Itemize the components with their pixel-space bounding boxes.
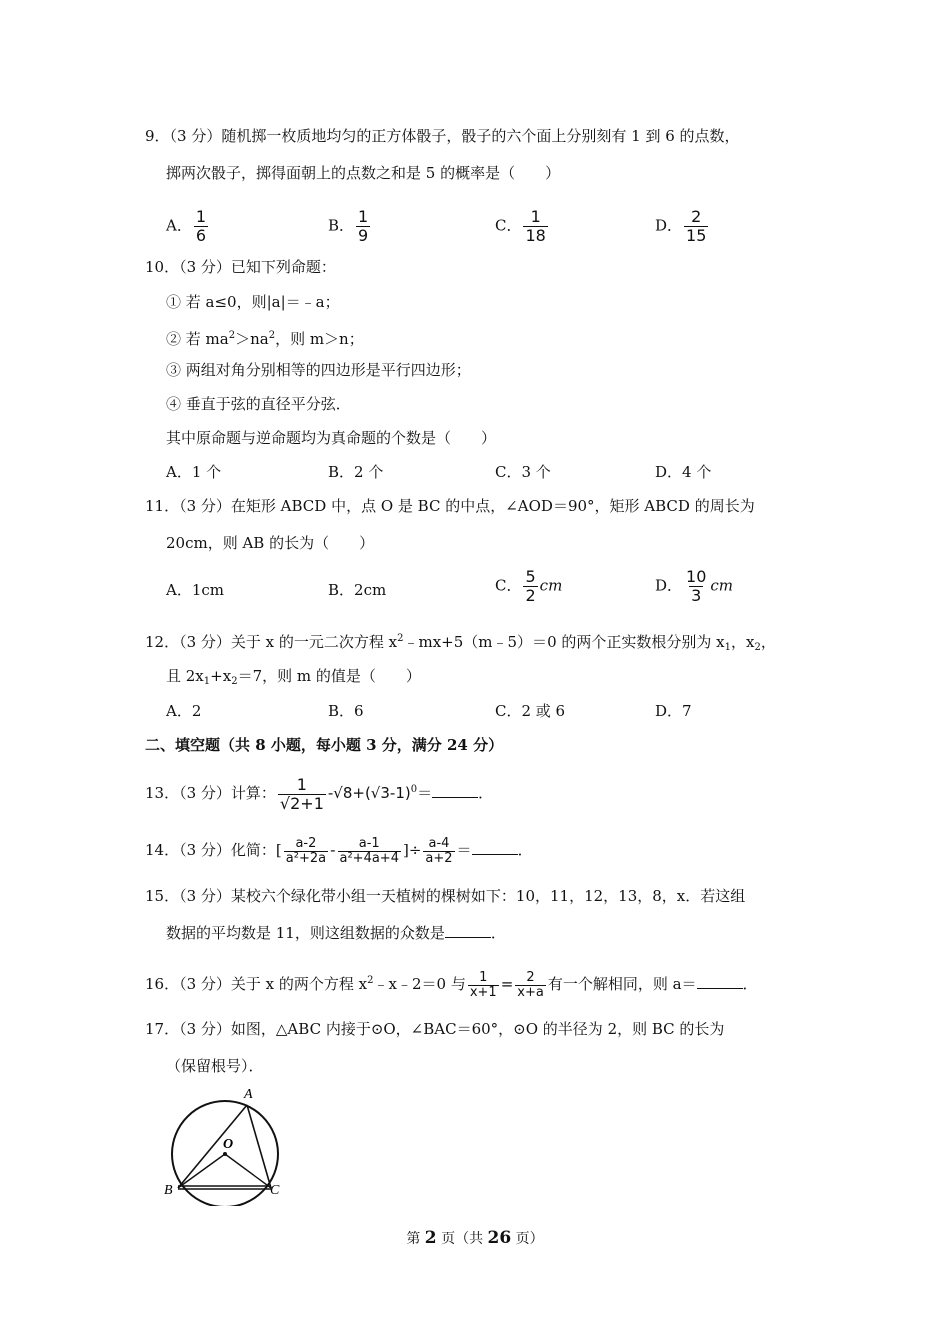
label-o: O	[223, 1137, 234, 1152]
option-label: D．	[655, 216, 683, 235]
label-a: A	[244, 1087, 253, 1102]
fraction: $\frac{a-1}{\text{a²+4a+4}}$	[339, 835, 399, 866]
q12-option-c: C．2 或 6	[495, 702, 566, 720]
answer-blank	[432, 783, 478, 798]
answer-blank	[472, 840, 518, 855]
answer-blank	[445, 923, 491, 938]
q9-stem-line1: 9．（3 分）随机掷一枚质地均匀的正方体骰子，骰子的六个面上分别刻有 1 到 6 的点数，	[145, 127, 740, 145]
q17-stem-line2: （保留根号）．	[166, 1057, 264, 1075]
q15-stem-line2: 数据的平均数是 11，则这组数据的众数是 ．	[166, 924, 506, 942]
q11-option-c: C． $\frac{5}{2}$ cm	[495, 567, 563, 605]
fraction: $\frac{1}{√2+1}$	[279, 774, 324, 813]
fraction: $\frac{1}{6}$	[195, 207, 207, 245]
page-number: 2	[424, 1228, 437, 1248]
q14-stem: 14．（3 分）化简：[ $\frac{a-2}{\text{a²+2a}}$ - $\frac{a-1}{\text{a²+4a+4}}$ ]÷ $\frac{a-4}{a+2}$ ＝ ．	[145, 835, 533, 866]
answer-blank	[697, 974, 743, 989]
q11-stem-line1: 11．（3 分）在矩形 ABCD 中，点 O 是 BC 的中点，∠AOD＝90°，矩形 ABCD 的周长为	[145, 497, 755, 515]
segment-oc	[225, 1154, 271, 1188]
label-c: C	[270, 1183, 280, 1198]
q10-proposition-4: ④ 垂直于弦的直径平分弦．	[166, 395, 351, 413]
q10-stem: 10．（3 分）已知下列命题：	[145, 258, 336, 276]
fraction: $\frac{1}{x+1}$	[469, 969, 497, 1000]
q12-option-b: B．6	[328, 702, 364, 720]
fraction: $\frac{10}{3}$	[686, 567, 707, 605]
segment-ac	[247, 1105, 271, 1188]
total-pages: 26	[487, 1228, 512, 1248]
q10-option-b: B．2 个	[328, 463, 384, 481]
fraction: $\frac{2}{15}$	[686, 207, 707, 245]
q10-proposition-3: ③ 两组对角分别相等的四边形是平行四边形；	[166, 361, 471, 379]
option-label: B．	[328, 216, 355, 235]
page-footer: 第 2 页（共 26 页）	[406, 1228, 544, 1248]
label-b: B	[164, 1183, 173, 1198]
q10-proposition-2: ② 若 $ma^2>na^2$，则 m＞n；	[166, 330, 364, 348]
q10-option-a: A．1 个	[166, 463, 222, 481]
q12-option-a: A．2	[166, 702, 202, 720]
q9-option-c	[495, 208, 550, 245]
q11-option-d: D． $\frac{10}{3}$ cm	[655, 567, 734, 605]
q10-question: 其中原命题与逆命题均为真命题的个数是（ ）	[166, 429, 497, 447]
fraction: $\frac{a-4}{a+2}$	[425, 835, 453, 866]
segment-ab	[178, 1105, 247, 1188]
q13-stem: 13．（3 分）计算： $\frac{1}{√2+1}$ $-√8+(√3-1)^0=$ ．	[145, 774, 494, 813]
fraction: $\frac{a-2}{\text{a²+2a}}$	[285, 835, 327, 866]
fraction: $\frac{1}{9}$	[358, 207, 369, 245]
q10-proposition-1: ① 若 a≤0，则|a|＝﹣a；	[166, 293, 340, 311]
q12-stem-line1: 12．（3 分）关于 x 的一元二次方程 $x^2﹣mx+5(m﹣5)=0$ 的两个正实数根分别为 $x_1$，$x_2$，	[145, 633, 776, 653]
circle-triangle-figure	[158, 1082, 298, 1206]
fraction: $\frac{1}{18}$	[525, 207, 546, 245]
q9-option-b	[328, 208, 372, 245]
center-point	[223, 1152, 227, 1156]
q17-stem-line1: 17．（3 分）如图，△ABC 内接于⊙O，∠BAC＝60°，⊙O 的半径为 2，则 BC 的长为	[145, 1020, 725, 1038]
q15-stem-line1: 15．（3 分）某校六个绿化带小组一天植树的棵树如下：10，11，12，13，8，x．若这组	[145, 887, 746, 905]
q16-stem: 16．（3 分）关于 x 的两个方程 $x^2﹣x﹣2=0$ 与 $\frac{1}{x+1}$ = $\frac{2}{x+a}$ 有一个解相同，则 a＝ ．	[145, 969, 758, 1000]
q11-option-b: B．2cm	[328, 581, 387, 599]
fraction: $\frac{5}{2}$	[525, 567, 536, 605]
q9-option-a	[166, 208, 210, 245]
fraction: $\frac{2}{x+a}$	[517, 969, 544, 1000]
q10-option-d: D．4 个	[655, 463, 712, 481]
q9-option-d	[655, 208, 710, 245]
q12-stem-line2: 且 $2x_1+x_2=7$，则 m 的值是（ ）	[166, 667, 421, 687]
option-label: A．	[166, 216, 192, 235]
q12-option-d: D．7	[655, 702, 692, 720]
section-heading: 二、填空题（共 8 小题，每小题 3 分，满分 24 分）	[145, 736, 504, 754]
q11-option-a: A．1cm	[166, 581, 225, 599]
q9-stem-line2: 掷两次骰子，掷得面朝上的点数之和是 5 的概率是（ ）	[166, 164, 561, 182]
option-label: C．	[495, 216, 522, 235]
q11-stem-line2: 20cm，则 AB 的长为（ ）	[166, 534, 375, 552]
q10-option-c: C．3 个	[495, 463, 551, 481]
